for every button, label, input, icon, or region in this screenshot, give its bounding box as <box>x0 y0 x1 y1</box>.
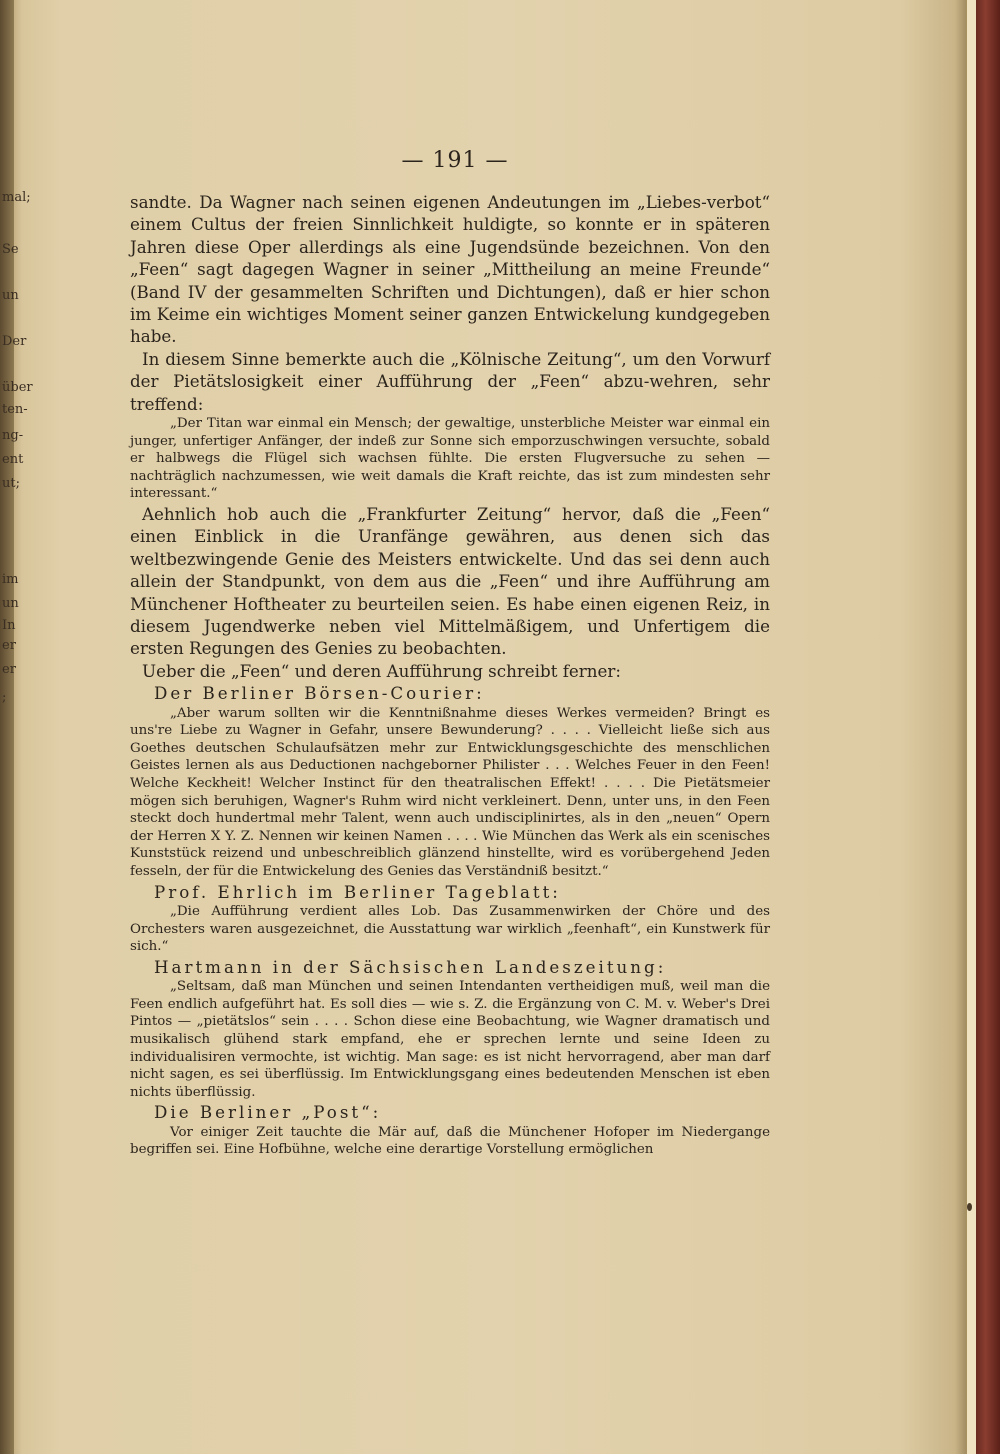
facing-page-gutter <box>0 0 14 1454</box>
gutter-fragment: er <box>2 662 16 677</box>
paragraph: Aehnlich hob auch die „Frankfurter Zeitung“ hervor, daß die „Feen“ einen Einblick in die Uranfänge gewähren, aus denen sich das weltbezwingende Genie des Meisters entwickelte. Und das sei denn auch allein der Standpunkt, von dem aus die „Feen“ und ihre Aufführung am Münchener Hoftheater zu beurteilen seien. Es habe einen eigenen Reiz, in diesem Jugendwerke neben viel Mittelmäßigem, und Unfertigem die ersten Regungen des Genies zu beobachten. <box>130 504 770 659</box>
quote: „Seltsam, daß man München und seinen Intendanten vertheidigen muß, weil man die Feen endlich aufgeführt hat. Es soll dies — wie s. Z. die Ergänzung von C. M. v. Weber's Drei Pintos — „pietätslos“ sein . . . . Schon diese eine Beobachtung, wie Wagner dramatisch und musikalisch glühend stark empfand, ehe er sprechen lernte und seine Ideen zu individualisiren vermochte, ist wichtig. Man sage: es ist nicht hervorragend, aber man darf nicht sagen, es sei überflüssig. Im Entwicklungsgang eines bedeutenden Menschen ist eben nichts überflüssig. <box>130 979 770 1100</box>
source-heading: Prof. Ehrlich im Berliner Tageblatt: <box>154 881 561 902</box>
page-number: — 191 — <box>401 148 509 173</box>
quote: „Der Titan war einmal ein Mensch; der gewaltige, unsterbliche Meister war einmal ein junger, unfertiger Anfänger, der indeß zur Sonne sich emporzuschwingen versuchte, sobald er halbwegs die Flügel sich wachsen fühlte. Die ersten Flugversuche zu sehen — nachträglich nachzumessen, wie weit damals die Kraft reichte, das ist zum mindesten sehr interessant.“ <box>130 416 770 502</box>
source-heading: Die Berliner „Post“: <box>154 1102 382 1123</box>
gutter-fragment: Se <box>2 242 19 257</box>
gutter-fragment: mal; <box>2 190 31 205</box>
gutter-fragment: ten- <box>2 402 28 417</box>
gutter-fragment: Der <box>2 334 27 349</box>
gutter-fragment: ng- <box>2 428 24 443</box>
paragraph: sandte. Da Wagner nach seinen eigenen Andeutungen im „Liebes-verbot“ einem Cultus der freien Sinnlichkeit huldigte, so konnte er in späteren Jahren diese Oper allerdings als eine Jugendsünde bezeichnen. Von den „Feen“ sagt dagegen Wagner in seiner „Mittheilung an meine Freunde“ (Band IV der gesammelten Schriften und Dichtungen), daß er hier schon im Keime ein wichtiges Moment seiner ganzen Entwickelung kundgegeben habe. <box>130 192 770 347</box>
source-heading: Hartmann in der Sächsischen Landeszeitung: <box>154 956 667 977</box>
paragraph: Ueber die „Feen“ und deren Aufführung schreibt ferner: <box>142 660 621 681</box>
quote: „Die Aufführung verdient alles Lob. Das Zusammenwirken der Chöre und des Orchesters waren ausgezeichnet, die Ausstattung war wirklich „feenhaft“, ein Kunstwerk für sich.“ <box>130 904 770 955</box>
book-binding <box>976 0 1000 1454</box>
gutter-fragment: ; <box>2 690 7 705</box>
gutter-fragment: ut; <box>2 476 20 491</box>
gutter-fragment: über <box>2 380 33 395</box>
source-heading: Der Berliner Börsen-Courier: <box>154 683 485 704</box>
gutter-fragment: im <box>2 572 19 587</box>
gutter-fragment: er <box>2 638 16 653</box>
quote: „Aber warum sollten wir die Kenntnißnahme dieses Werkes vermeiden? Bringt es uns're Liebe zu Wagner in Gefahr, unsere Bewunderung? . . . . Vielleicht ließe sich aus Goethes deutschen Schulaufsätzen mehr zur Entwicklungsgeschichte des menschlichen Geistes lernen als aus Deductionen nachgeborner Philister . . . Welches Feuer in den Feen! Welche Keckheit! Welcher Instinct für den theatralischen Effekt! . . . . Die Pietätsmeier mögen sich beruhigen, Wagner's Ruhm wird nicht verkleinert. Denn, unter uns, in den Feen steckt doch hundertmal mehr Talent, wenn auch undisciplinirtes, als in den „neuen“ Opern der Herren X Y. Z. Nennen wir keinen Namen . . . . Wie München das Werk als ein scenisches Kunststück reizend und unbeschreiblich glänzend hinstellte, wird es vorübergehend Jeden fesseln, der für die Entwickelung des Genies das Verständniß besitzt.“ <box>130 705 770 880</box>
paragraph: In diesem Sinne bemerkte auch die „Kölnische Zeitung“, um den Vorwurf der Pietätslosigkeit einer Aufführung der „Feen“ abzu-wehren, sehr treffend: <box>130 348 770 414</box>
gutter-fragment: un <box>2 288 19 303</box>
gutter-fragment: ent <box>2 452 24 467</box>
gutter-fragment: In <box>2 618 16 633</box>
page-text <box>130 148 770 1159</box>
ink-spot <box>967 1203 972 1211</box>
quote: Vor einiger Zeit tauchte die Mär auf, daß die Münchener Hofoper im Niedergange begriffen sei. Eine Hofbühne, welche eine derartige Vorstellung ermöglichen <box>130 1124 770 1158</box>
gutter-fragment: un <box>2 596 19 611</box>
